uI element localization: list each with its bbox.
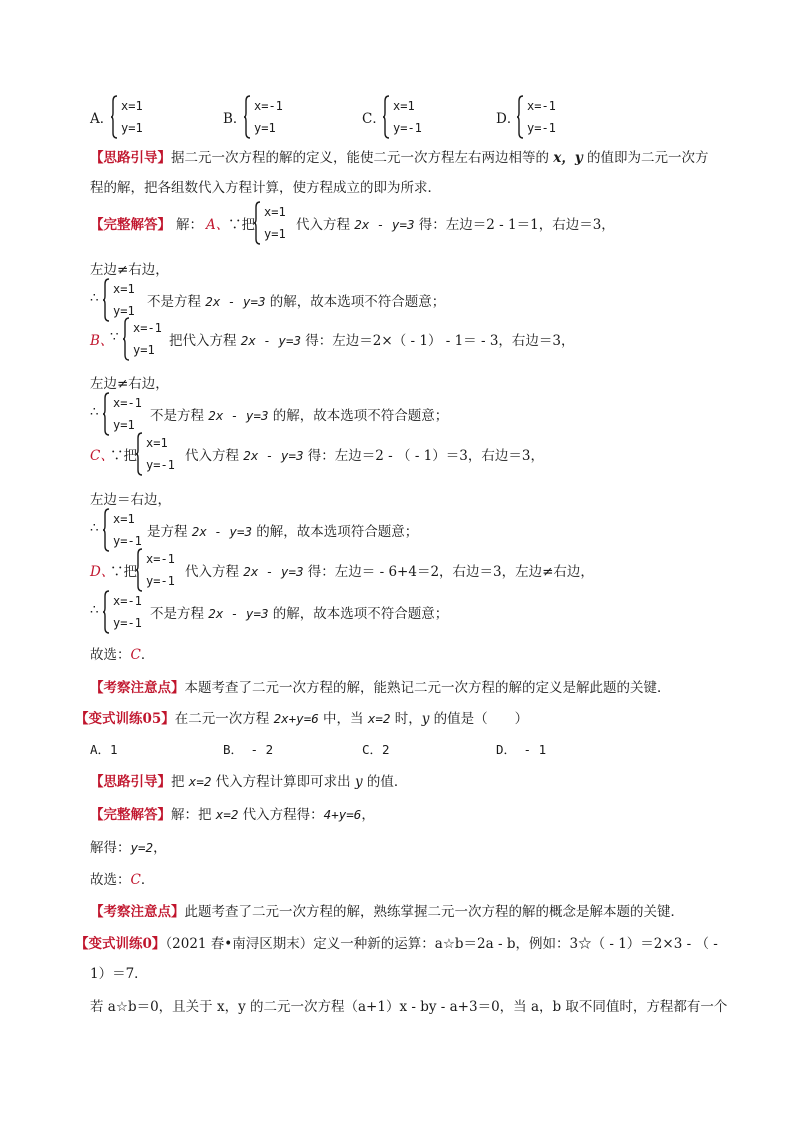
hint-text: 的值．	[362, 774, 408, 790]
hint-text: 代入方程计算即可求出	[211, 774, 355, 790]
equation: 4+y=6	[323, 807, 362, 822]
solution-text: 左边＝右边，	[90, 492, 171, 508]
equation: y=2	[130, 840, 154, 855]
system-row: x=-1	[113, 594, 142, 608]
question-tag: 【变式训练0】	[75, 936, 166, 952]
option-c: C．2	[362, 742, 390, 757]
q1-note	[90, 676, 671, 696]
brace-icon	[136, 548, 143, 592]
equation: x=2	[215, 807, 239, 822]
equation-system	[103, 392, 142, 436]
system-row: y=-1	[146, 574, 175, 588]
option-a: A．1	[90, 742, 118, 757]
solution-text: 得：左边＝2 - （ - 1）＝3，右边＝3，	[303, 448, 544, 464]
question-text: 1）＝7．	[90, 966, 148, 982]
option-label: D、	[90, 564, 115, 580]
equation-system	[103, 590, 142, 634]
equation-system	[517, 95, 556, 139]
brace-icon	[111, 95, 118, 139]
solution-text: 代入方程	[185, 564, 244, 580]
because-symbol: ∵	[110, 329, 119, 345]
variable: y	[354, 774, 363, 790]
option-label: C．	[362, 111, 386, 127]
solution-text: 的解，故本选项不符合题意；	[265, 294, 446, 310]
system-row: x=-1	[146, 552, 175, 566]
solution-text: 得：左边＝2 - 1＝1，右边＝3，	[414, 217, 615, 233]
option-d: D． - 1	[496, 742, 547, 757]
system-row: y=1	[254, 121, 276, 135]
q3-line-2	[90, 962, 148, 982]
q3-line-1	[75, 932, 718, 952]
equation: 2x - y=3	[243, 564, 304, 579]
answer: C	[130, 647, 141, 663]
solution-text: ．	[140, 647, 155, 663]
solution-text: 代入方程	[185, 448, 244, 464]
solution-text: 左边≠右边，	[90, 376, 169, 392]
solution-text: ，	[361, 807, 375, 823]
option-b: B． - 2	[223, 742, 274, 757]
solution-text: 的解，故本选项不符合题意；	[268, 606, 449, 622]
system-row: x=-1	[113, 396, 142, 410]
a-not-equal	[90, 258, 169, 278]
system-row: x=1	[393, 99, 415, 113]
q2-solved	[90, 836, 167, 856]
equation: 2x+y=6	[273, 711, 319, 726]
equation-system	[103, 508, 142, 552]
equation-system	[123, 317, 162, 361]
equation: 2x - y=3	[354, 217, 415, 232]
note-text: 此题考查了二元一次方程的解，熟练掌握二元一次方程的解的概念是解本题的关键．	[184, 904, 684, 920]
solution-text: 解：	[176, 217, 203, 233]
system-row: y=1	[264, 227, 286, 241]
answer: C	[130, 872, 141, 888]
option-label: A．	[90, 111, 114, 127]
c-equal	[90, 488, 171, 508]
q2-choose	[90, 868, 154, 888]
solution-text: 得：左边＝2×（ - 1） - 1＝ - 3，右边＝3，	[301, 333, 575, 349]
equation: 2x - y=3	[205, 294, 266, 309]
q2-note	[90, 900, 684, 920]
equation-system	[136, 432, 175, 476]
equation: 2x - y=3	[191, 524, 253, 539]
question-tag: 【变式训练05】	[75, 711, 175, 727]
brace-icon	[254, 201, 261, 245]
system-row: y=-1	[527, 121, 556, 135]
brace-icon	[123, 317, 130, 361]
solution-text: 解：把	[171, 807, 216, 823]
solution-text: 代入方程	[296, 217, 355, 233]
hint-text: 把	[171, 774, 189, 790]
question-text: 在二元一次方程	[174, 711, 274, 727]
equation: 2x - y=3	[208, 408, 269, 423]
therefore-symbol: ∴	[90, 404, 99, 420]
solution-tag: 【完整解答】	[90, 807, 171, 823]
solution-text: ∵把	[110, 448, 137, 464]
solution-text: 故选：	[90, 872, 131, 888]
system-row: y=-1	[146, 458, 175, 472]
equation-system	[136, 548, 175, 592]
hint-tag: 【思路引导】	[90, 774, 171, 790]
solution-text: 是方程	[147, 524, 192, 540]
q3-line-3	[90, 995, 727, 1015]
equation: 2x - y=3	[208, 606, 269, 621]
therefore-symbol: ∴	[90, 290, 99, 306]
system-row: y=1	[133, 343, 155, 357]
equation-system	[244, 95, 283, 139]
system-row: y=1	[113, 418, 135, 432]
solution-text: 不是方程	[150, 408, 209, 424]
system-row: y=-1	[113, 616, 142, 630]
solution-text: 左边≠右边，	[90, 262, 169, 278]
q1-choose	[90, 643, 154, 663]
system-row: x=1	[113, 282, 135, 296]
solution-text: ∵把	[228, 217, 255, 233]
system-row: x=1	[121, 99, 143, 113]
question-text: 时，	[390, 711, 422, 727]
question-text: 若 a☆b＝0，且关于 x，y 的二元一次方程（a+1）x - by - a+3＝0，当 a，b 取不同值时，方程都有一个	[90, 999, 728, 1015]
solution-text: 的解，故本选项符合题意；	[252, 524, 419, 540]
system-row: x=1	[264, 205, 286, 219]
solution-text: 不是方程	[147, 294, 206, 310]
variable: y	[421, 711, 430, 727]
solution-text: 得：左边＝ - 6+4＝2，右边＝3，左边≠右边，	[303, 564, 594, 580]
hint-line-2	[90, 176, 441, 196]
q2-stem	[75, 707, 528, 727]
note-text: 本题考查了二元一次方程的解，能熟记二元一次方程的解的定义是解此题的关键．	[184, 680, 671, 696]
option-label: A、	[206, 217, 230, 233]
system-row: y=1	[113, 304, 135, 318]
option-label: B、	[90, 333, 114, 349]
system-row: y=-1	[113, 534, 142, 548]
question-text: （2021 春•南浔区期末）定义一种新的运算：a☆b＝2a - b，例如：3☆（ - 1）＝2×3 - （ -	[165, 936, 718, 952]
system-row: x=-1	[133, 321, 162, 335]
hint-tag: 【思路引导】	[90, 150, 171, 166]
option-label: C、	[90, 448, 114, 464]
system-row: x=1	[113, 512, 135, 526]
solution-text: 故选：	[90, 647, 131, 663]
solution-text: 的解，故本选项不符合题意；	[268, 408, 449, 424]
option-label: B．	[223, 111, 247, 127]
note-tag: 【考察注意点】	[90, 904, 185, 920]
brace-icon	[103, 590, 110, 634]
equation-system	[254, 201, 286, 245]
equation: 2x - y=3	[243, 448, 304, 463]
solution-text: ．	[140, 872, 155, 888]
option-label: D．	[496, 111, 521, 127]
brace-icon	[136, 432, 143, 476]
solution-text: 解得：	[90, 840, 131, 856]
b-not-equal	[90, 372, 169, 392]
system-row: x=-1	[527, 99, 556, 113]
hint-variables: x，y	[553, 150, 583, 166]
brace-icon	[517, 95, 524, 139]
equation-system	[383, 95, 422, 139]
system-row: y=1	[121, 121, 143, 135]
equation: 2x - y=3	[240, 333, 302, 348]
brace-icon	[103, 508, 110, 552]
question-text: 的值是（ ）	[429, 711, 529, 727]
hint-line-1	[90, 146, 709, 166]
equation: x=2	[367, 711, 391, 726]
equation-system	[111, 95, 143, 139]
brace-icon	[103, 278, 110, 322]
therefore-symbol: ∴	[90, 602, 99, 618]
solution-tag: 【完整解答】	[90, 217, 171, 233]
solution-text: ∵把	[110, 564, 137, 580]
brace-icon	[103, 392, 110, 436]
q2-hint	[90, 770, 407, 790]
q2-solution	[90, 803, 375, 823]
equation: x=2	[188, 774, 212, 789]
therefore-symbol: ∴	[90, 520, 99, 536]
system-row: x=1	[146, 436, 168, 450]
note-tag: 【考察注意点】	[90, 680, 185, 696]
hint-text: 的值即为二元一次方	[582, 150, 709, 166]
system-row: y=-1	[393, 121, 422, 135]
brace-icon	[383, 95, 390, 139]
solution-text: 把代入方程	[169, 333, 241, 349]
brace-icon	[244, 95, 251, 139]
question-text: 中，当	[318, 711, 368, 727]
equation-system	[103, 278, 135, 322]
system-row: x=-1	[254, 99, 283, 113]
solution-text: 不是方程	[150, 606, 209, 622]
solution-text: 代入方程得：	[238, 807, 324, 823]
solution-text: ，	[153, 840, 167, 856]
hint-text: 据二元一次方程的解的定义，能使二元一次方程左右两边相等的	[171, 150, 554, 166]
hint-text: 程的解，把各组数代入方程计算，使方程成立的即为所求．	[90, 180, 441, 196]
